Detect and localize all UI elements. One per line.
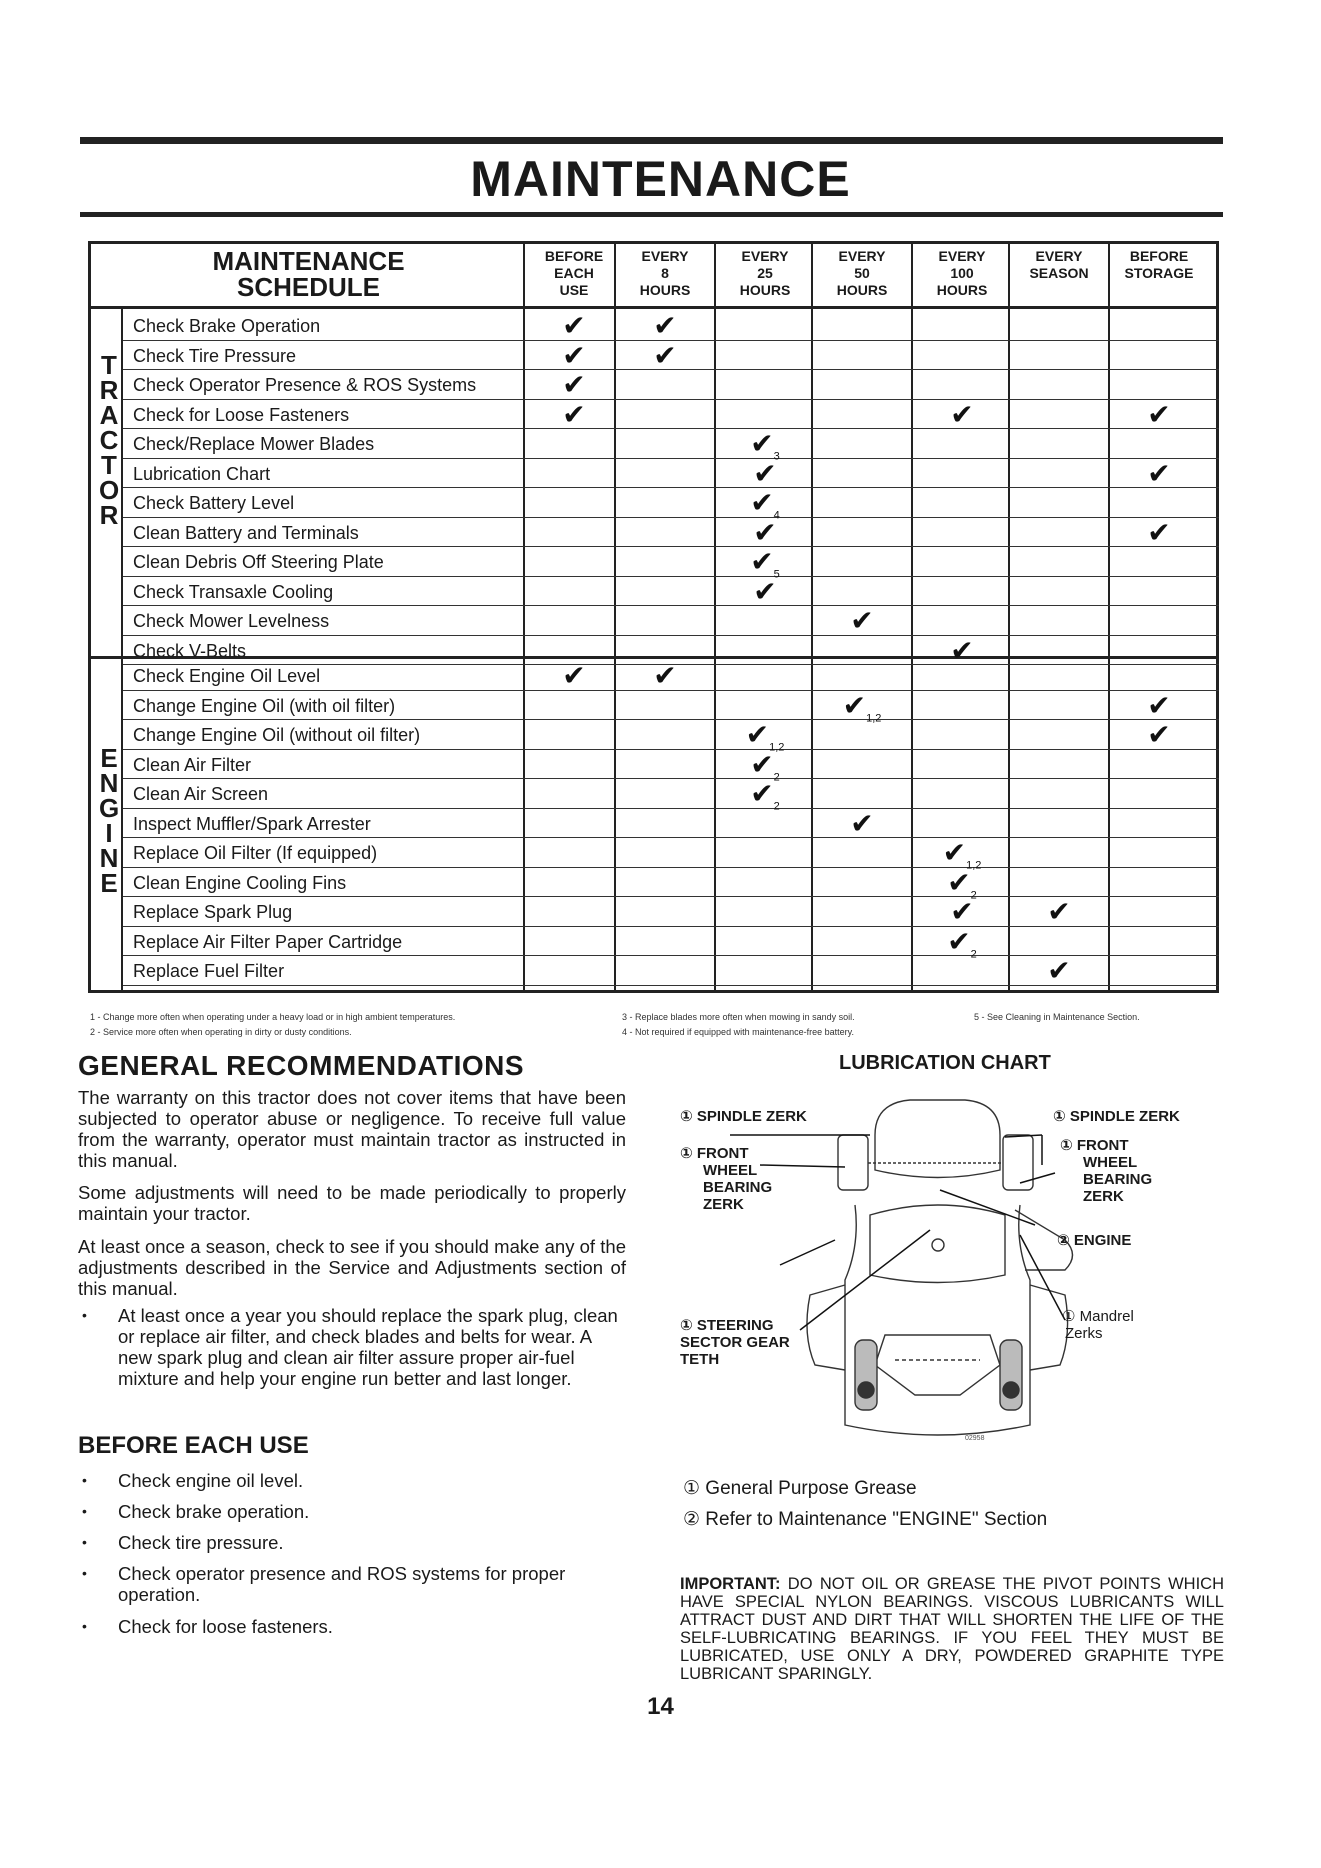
general-paragraph-3: At least once a season, check to see if you should make any of the adjustments described in the Service and Adjustments section of this manual. (78, 1236, 626, 1299)
schedule-row (123, 400, 1219, 430)
schedule-row (123, 809, 1219, 839)
tractor-letter: R (99, 375, 119, 405)
schedule-row (123, 748, 1219, 784)
task-label: Check Mower Levelness (133, 611, 330, 631)
tractor-letter: R (99, 500, 119, 530)
footnote-ref: 1,2 (769, 741, 785, 754)
check-mark-icon: ✔ (1047, 955, 1071, 986)
general-recommendations-heading: GENERAL RECOMMENDATIONS (78, 1050, 525, 1081)
important-note (680, 1575, 1224, 1683)
schedule-title-line1: MAINTENANCE (212, 246, 405, 276)
check-mark-icon: $✔_2$ (750, 778, 780, 813)
general-paragraph-2: Some adjustments will need to be made periodically to properly maintain your tractor. (78, 1182, 626, 1224)
tractor-letter: T (101, 350, 117, 380)
footnote-ref: 1,2 (866, 712, 882, 725)
before-use-item: • Check tire pressure. (118, 1532, 626, 1553)
check-mark-icon: ✔ (562, 339, 586, 371)
maintenance-schedule-table (88, 241, 1219, 993)
task-label: Inspect Muffler/Spark Arrester (133, 813, 371, 834)
engine-label: ② ENGINE (1057, 1232, 1132, 1249)
task-label: Clean Engine Cooling Fins (133, 872, 347, 893)
check-mark-icon: ✔ (753, 575, 777, 607)
check-mark-icon: ✔ (950, 634, 974, 666)
task-label: Clean Debris Off Steering Plate (133, 552, 384, 572)
general-bullet: • At least once a year you should replace the spark plug, clean or replace air filter, and check blades and belts for wear. A new spark plug and clean air filter assure proper air-fuel mixture and help your engine run better and last longer. (118, 1305, 626, 1389)
check-mark-icon: ✔ (653, 310, 677, 341)
page-number: 14 (647, 1693, 674, 1720)
schedule-row (123, 428, 1219, 463)
schedule-row (123, 661, 1219, 691)
check-mark-icon: ✔ (850, 807, 874, 839)
check-mark-icon: ✔ (1147, 719, 1171, 750)
engine-letter: E (100, 743, 118, 773)
task-label: Change Engine Oil (without oil filter) (133, 725, 421, 745)
task-label: Check/Replace Mower Blades (133, 434, 375, 454)
before-use-item: • Check brake operation. (118, 1501, 626, 1522)
check-mark-icon: ✔ (562, 369, 586, 400)
engine-letter: N (99, 768, 119, 798)
footnote-ref: 2 (970, 948, 977, 961)
check-mark-icon: ✔ (1147, 398, 1171, 430)
check-mark-icon: ✔ (1147, 516, 1171, 548)
check-mark-icon: ✔ (753, 516, 777, 548)
task-label: Check Brake Operation (133, 316, 321, 336)
schedule-header (91, 244, 1216, 309)
schedule-row (123, 370, 1219, 400)
header-rule-bottom (80, 212, 1223, 217)
check-mark-icon: $✔_2$ (947, 925, 977, 961)
engine-letter: G (99, 793, 120, 823)
check-mark-icon: $✔_3$ (750, 428, 780, 463)
steering-sector-gear-label: ① STEERING SECTOR GEAR TETH (680, 1317, 790, 1368)
schedule-row (123, 837, 1219, 872)
check-mark-icon: $✔_2$ (750, 748, 780, 784)
before-use-item: • Check operator presence and ROS systems for proper operation. (118, 1563, 626, 1605)
tractor-letter: A (99, 400, 119, 430)
before-each-use-heading: BEFORE EACH USE (78, 1432, 309, 1459)
check-mark-icon: ✔ (653, 339, 677, 371)
task-label: Clean Air Screen (133, 784, 269, 804)
before-use-item: • Check for loose fasteners. (118, 1616, 626, 1637)
task-label: Check Transaxle Cooling (133, 581, 334, 602)
task-label: Replace Spark Plug (133, 902, 293, 922)
check-mark-icon: $✔_{1,2}$ (745, 719, 785, 754)
important-label: IMPORTANT: (680, 1575, 781, 1593)
footnote-5: 5 - See Cleaning in Maintenance Section. (974, 1012, 1140, 1022)
check-mark-icon: ✔ (1147, 689, 1171, 721)
check-mark-icon: ✔ (1147, 457, 1171, 489)
check-mark-icon: $✔_2$ (947, 866, 977, 902)
footnote-ref: 3 (773, 450, 780, 463)
task-label: Check Battery Level (133, 493, 295, 513)
schedule-row (123, 341, 1219, 371)
check-mark-icon: $✔_{1,2}$ (842, 689, 882, 725)
schedule-row (123, 311, 1219, 341)
spindle-zerk-left-label: ① SPINDLE ZERK (680, 1108, 807, 1125)
lubrication-chart-heading: LUBRICATION CHART (839, 1052, 1051, 1074)
check-mark-icon: $✔_4$ (750, 487, 780, 522)
check-mark-icon: ✔ (850, 605, 874, 636)
footnote-4: 4 - Not required if equipped with maintenance-free battery. (622, 1027, 854, 1037)
column-header: EVERY 25 HOURS (739, 248, 791, 298)
schedule-row (123, 459, 1219, 489)
schedule-row (123, 719, 1219, 754)
lubrication-diagram (670, 1095, 1230, 1450)
check-mark-icon: $✔_{1,2}$ (942, 837, 982, 872)
column-header: BEFORE STORAGE (1124, 248, 1194, 281)
mandrel-zerks-label: ① Mandrel Zerks (1062, 1308, 1134, 1342)
task-label: Replace Oil Filter (If equipped) (133, 843, 378, 863)
task-label: Check for Loose Fasteners (133, 404, 350, 425)
task-label: Check V-Belts (133, 640, 247, 661)
schedule-row (123, 778, 1219, 813)
footnote-ref: 2 (773, 800, 780, 813)
check-mark-icon: ✔ (562, 660, 586, 691)
schedule-row (123, 689, 1219, 725)
spindle-zerk-right-label: ① SPINDLE ZERK (1053, 1108, 1180, 1125)
check-mark-icon: ✔ (950, 398, 974, 430)
task-label: Replace Fuel Filter (133, 961, 285, 981)
engine-letter: E (100, 868, 118, 898)
tractor-letter: T (101, 450, 117, 480)
check-mark-icon: ✔ (562, 310, 586, 341)
schedule-row (123, 866, 1219, 902)
lubrication-legend-1: ① General Purpose Grease (683, 1478, 917, 1499)
footnote-ref: 5 (773, 568, 780, 581)
task-label: Check Engine Oil Level (133, 666, 321, 686)
task-label: Clean Battery and Terminals (133, 522, 359, 543)
before-use-item: • Check engine oil level. (118, 1470, 626, 1491)
engine-letter: N (99, 843, 119, 873)
footnote-ref: 4 (773, 509, 780, 522)
task-label: Replace Air Filter Paper Cartridge (133, 931, 403, 952)
check-mark-icon: ✔ (950, 896, 974, 927)
column-header: EVERY 100 HOURS (936, 248, 988, 298)
schedule-row (123, 925, 1219, 961)
check-mark-icon: ✔ (753, 457, 777, 489)
page-title: MAINTENANCE (470, 151, 851, 207)
engine-letter: I (105, 818, 113, 848)
tractor-section-label (99, 350, 120, 530)
general-paragraph-1: The warranty on this tractor does not cover items that have been subjected to operator abuse or negligence. To receive full value from the warranty, operator must maintain tractor as instructed in this manual. (78, 1087, 626, 1171)
task-label: Check Operator Presence & ROS Systems (133, 375, 477, 395)
tractor-letter: C (99, 425, 119, 455)
lubrication-legend-2: ② Refer to Maintenance "ENGINE" Section (683, 1509, 1048, 1530)
schedule-row (123, 606, 1219, 636)
footnote-3: 3 - Replace blades more often when mowing in sandy soil. (622, 1012, 855, 1022)
task-label: Lubrication Chart (133, 463, 271, 484)
part-number: 02958 (965, 1435, 985, 1442)
header-rule-top (80, 137, 1223, 144)
column-header: EVERY SEASON (1029, 248, 1089, 281)
schedule-row (123, 487, 1219, 522)
front-wheel-left-label: ① FRONT WHEEL BEARING ZERK (680, 1145, 773, 1213)
column-header: EVERY 50 HOURS (836, 248, 888, 298)
schedule-row (123, 956, 1219, 986)
important-text: DO NOT OIL OR GREASE THE PIVOT POINTS WHICH HAVE SPECIAL NYLON BEARINGS. VISCOUS LUBRICANTS WILL ATTRACT DUST AND DIRT THAT WILL SHORTEN THE LIFE OF THE SELF-LUBRICATING BEARINGS. IF YOU FEEL THEY MUST BE LUBRICATED, USE ONLY A DRY, POWDERED GRAPHITE TYPE LUBRICANT SPARINGLY. (680, 1575, 1224, 1683)
front-wheel-right-label: ① FRONT WHEEL BEARING ZERK (1060, 1137, 1153, 1205)
schedule-row (123, 577, 1219, 607)
task-label: Clean Air Filter (133, 754, 252, 775)
schedule-title (91, 248, 526, 300)
check-mark-icon: ✔ (1047, 896, 1071, 927)
footnote-ref: 2 (970, 889, 977, 902)
tractor-letter: O (99, 475, 120, 505)
schedule-title-line2: SCHEDULE (236, 272, 380, 302)
footnote-2: 2 - Service more often when operating in dirty or dusty conditions. (90, 1027, 352, 1037)
footnote-ref: 1,2 (966, 859, 982, 872)
schedule-row (123, 897, 1219, 927)
column-header: EVERY 8 HOURS (639, 248, 691, 298)
task-label: Change Engine Oil (with oil filter) (133, 695, 396, 716)
schedule-row (123, 546, 1219, 581)
check-mark-icon: $✔_5$ (750, 546, 780, 581)
check-mark-icon: ✔ (562, 398, 586, 430)
column-header: BEFORE EACH USE (544, 248, 604, 298)
engine-section-label (99, 743, 120, 898)
check-mark-icon: ✔ (653, 660, 677, 691)
task-label: Check Tire Pressure (133, 345, 297, 366)
footnote-1: 1 - Change more often when operating under a heavy load or in high ambient temperatures. (90, 1012, 456, 1022)
schedule-row (123, 518, 1219, 548)
footnote-ref: 2 (773, 771, 780, 784)
